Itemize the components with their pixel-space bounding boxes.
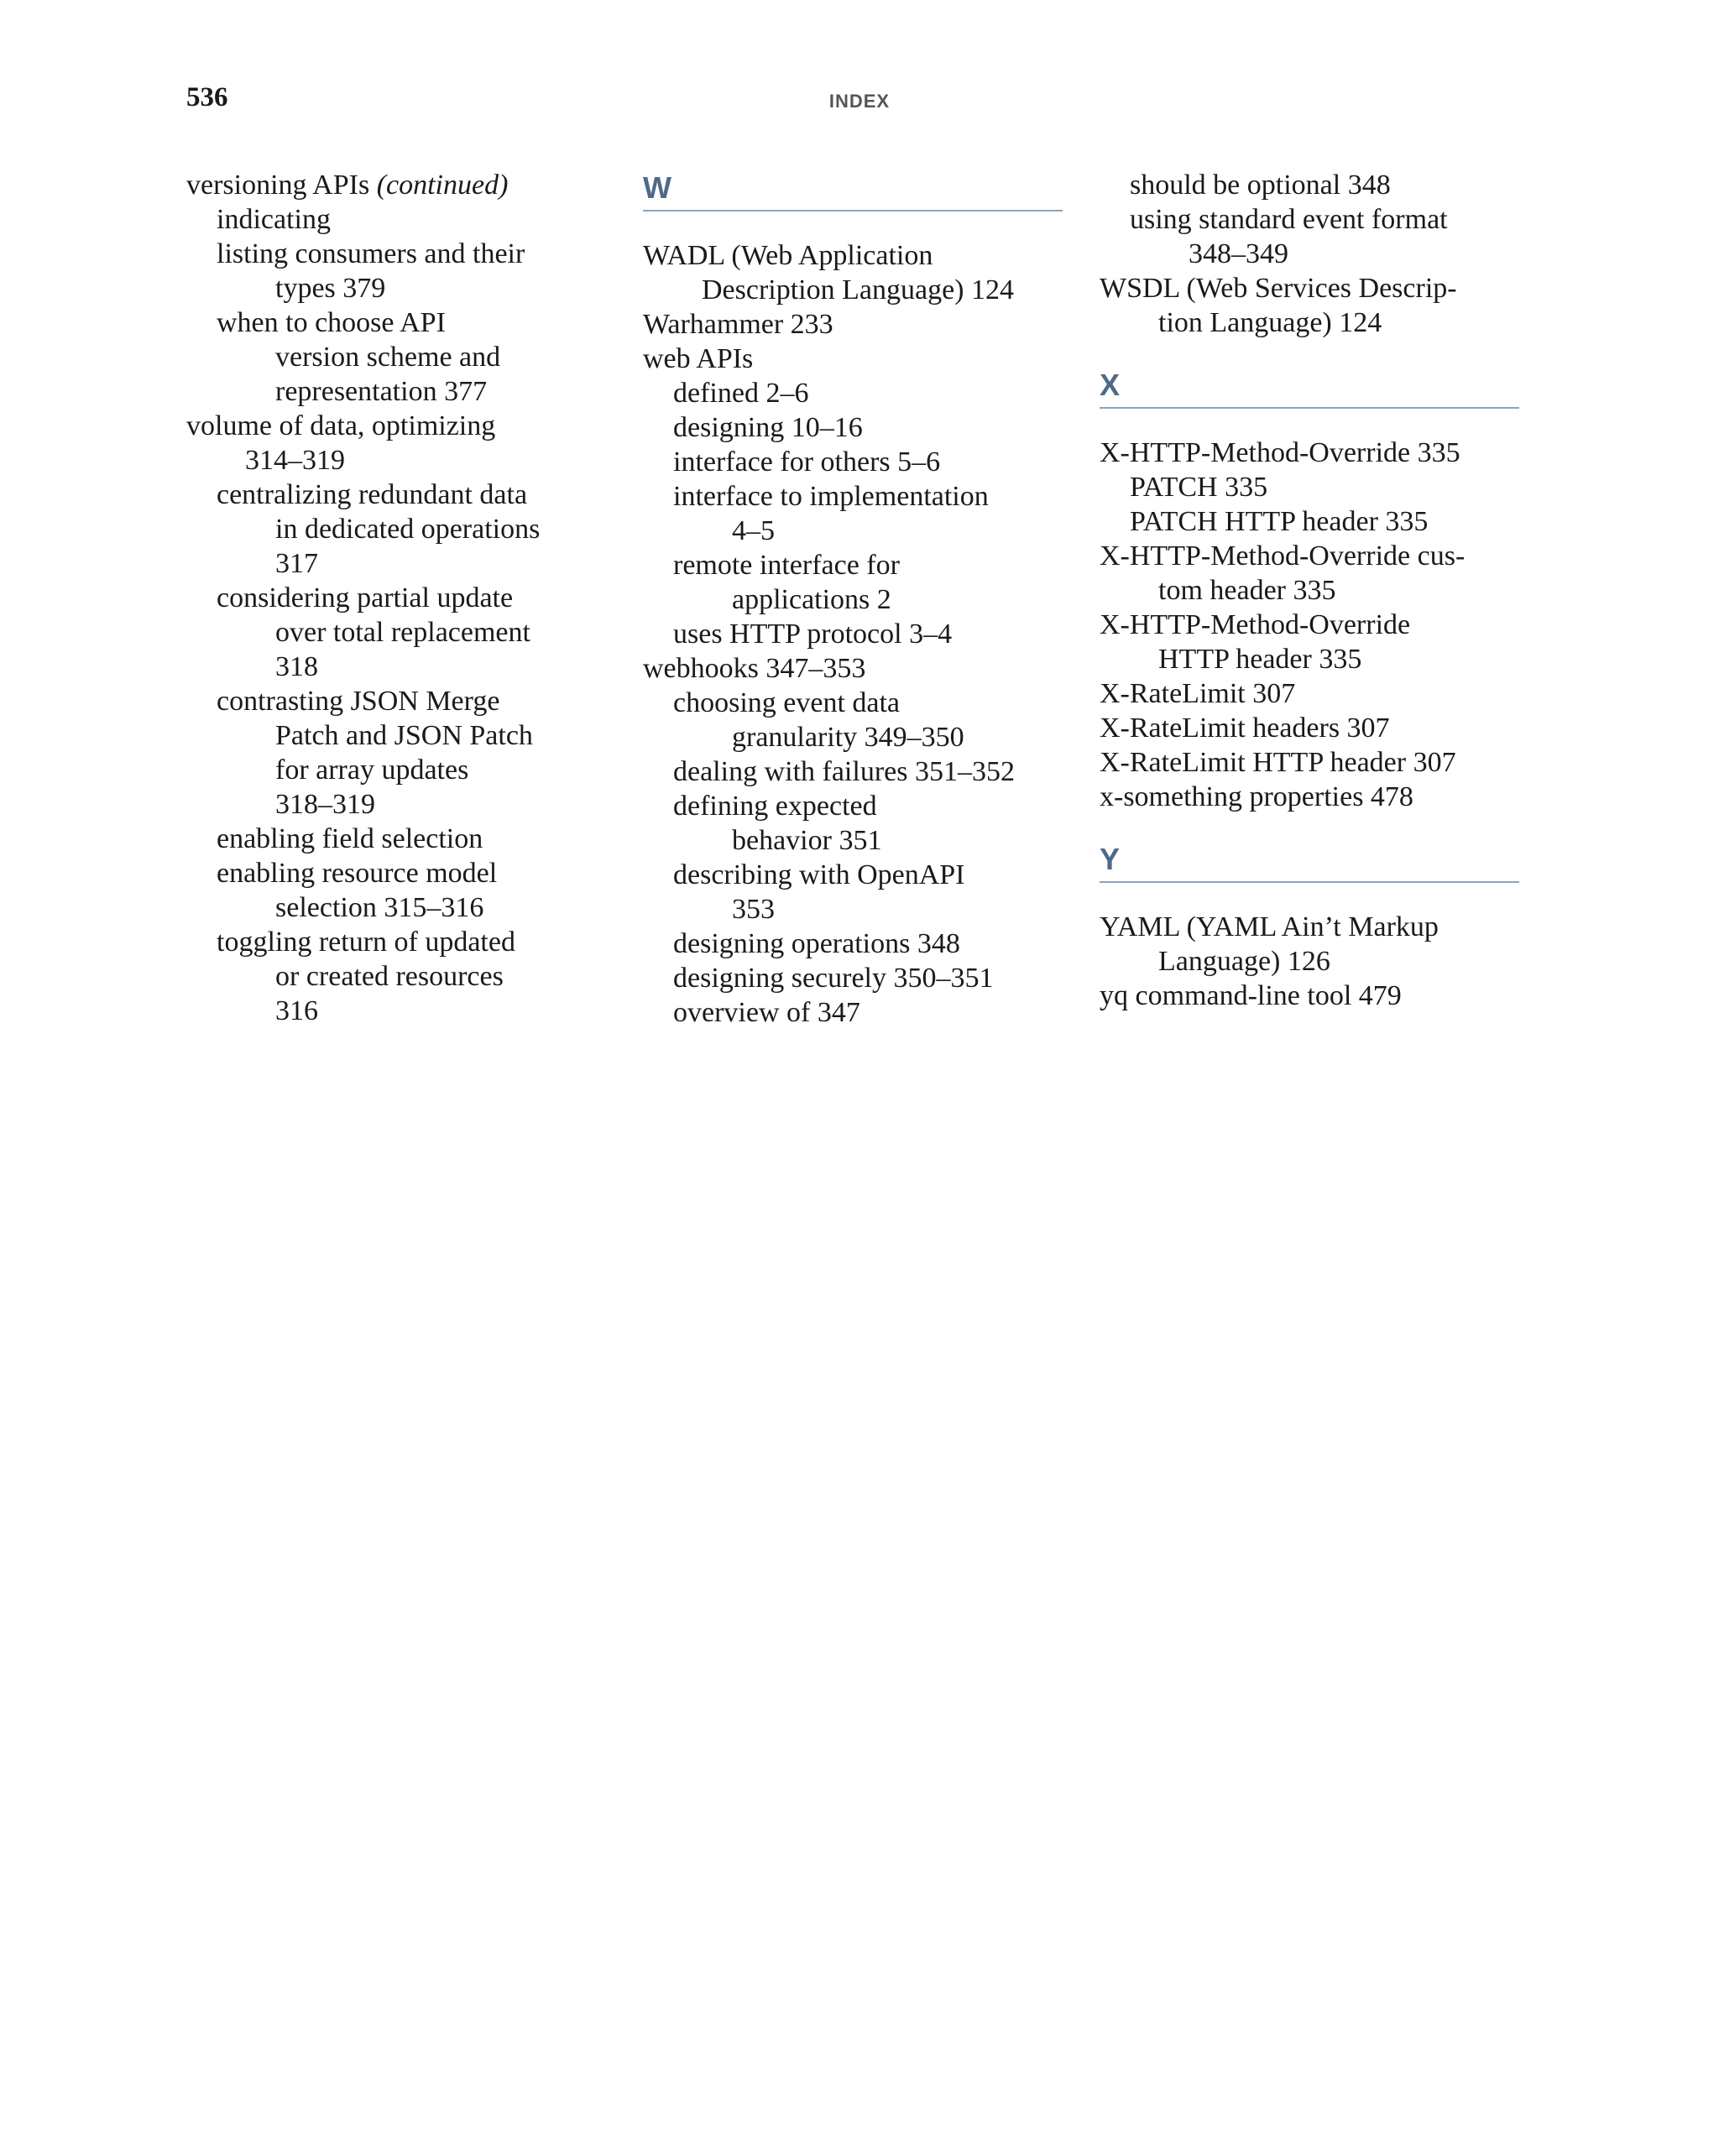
entry-line: enabling field selection xyxy=(217,823,483,854)
entry-line: should be optional 348 xyxy=(1130,170,1391,201)
entry-line: selection 315–316 xyxy=(275,892,484,923)
index-subentry xyxy=(643,410,1063,445)
entry-line: 353 xyxy=(732,894,775,925)
index-column-3 xyxy=(1100,168,1519,1013)
entry-line: interface for others 5–6 xyxy=(673,446,941,478)
entry-line: in dedicated operations xyxy=(275,514,541,545)
entry-line: enabling resource model xyxy=(217,858,498,889)
entry-line: or created resources xyxy=(275,961,504,992)
index-subentry xyxy=(643,961,1063,995)
index-subentry xyxy=(1100,504,1519,539)
section-letter-y: Y xyxy=(1100,839,1519,883)
index-subentry xyxy=(643,858,1063,927)
entry-line: designing securely 350–351 xyxy=(673,963,994,994)
entry-line: for array updates xyxy=(275,754,469,786)
running-head: INDEX xyxy=(828,91,891,112)
index-subentry xyxy=(186,237,598,305)
entry-line: version scheme and xyxy=(275,342,501,373)
index-subentry xyxy=(643,927,1063,961)
entry-line: 348–349 xyxy=(1189,238,1288,269)
index-subentry xyxy=(186,925,598,1028)
index-column-2 xyxy=(643,168,1063,1030)
entry-line: centralizing redundant data xyxy=(217,479,528,510)
index-subentry xyxy=(186,822,598,856)
entry-line: representation 377 xyxy=(275,376,488,407)
index-subentry xyxy=(643,376,1063,410)
entry-line: designing 10–16 xyxy=(673,412,863,443)
entry-line: uses HTTP protocol 3–4 xyxy=(673,619,953,650)
index-entry xyxy=(186,409,598,478)
entry-line: 4–5 xyxy=(732,515,775,546)
entry-line: volume of data, optimizing xyxy=(186,410,496,441)
index-entry xyxy=(643,307,1063,342)
entry-line: indicating xyxy=(217,204,331,235)
index-entry xyxy=(1100,271,1519,340)
entry-line: 318–319 xyxy=(275,789,375,820)
entry-line: PATCH HTTP header 335 xyxy=(1130,506,1429,537)
entry-line: 318 xyxy=(275,651,318,682)
index-subentry xyxy=(643,479,1063,548)
index-subentry xyxy=(186,684,598,822)
section-letter-x: X xyxy=(1100,365,1519,409)
entry-line: granularity 349–350 xyxy=(732,722,964,753)
index-subentry xyxy=(643,617,1063,651)
entry-line: applications 2 xyxy=(732,584,891,615)
index-subentry xyxy=(643,445,1063,479)
index-entry xyxy=(1100,979,1519,1013)
index-subentry xyxy=(643,789,1063,858)
entry-line: types 379 xyxy=(275,273,386,304)
entry-line: contrasting JSON Merge xyxy=(217,686,500,717)
continued-label: (continued) xyxy=(376,170,509,201)
entry-line: YAML (YAML Ain’t Markup xyxy=(1100,911,1439,942)
index-subentry xyxy=(643,548,1063,617)
entry-line: when to choose API xyxy=(217,307,446,338)
entry-line: defined 2–6 xyxy=(673,378,809,409)
entry-line: web APIs xyxy=(643,343,754,374)
entry-line: yq command-line tool 479 xyxy=(1100,980,1402,1011)
entry-line: listing consumers and their xyxy=(217,238,525,269)
entry-line: over total replacement xyxy=(275,617,530,648)
index-column-1 xyxy=(186,168,598,1028)
entry-line: 314–319 xyxy=(245,445,345,476)
index-entry xyxy=(1100,910,1519,979)
index-subentry xyxy=(186,581,598,684)
entry-line: PATCH 335 xyxy=(1130,472,1268,503)
entry-line: Patch and JSON Patch xyxy=(275,720,533,751)
entry-line: WSDL (Web Services Descrip- xyxy=(1100,273,1457,304)
index-entry xyxy=(1100,539,1519,608)
entry-line: WADL (Web Application xyxy=(643,240,933,271)
index-entry xyxy=(1100,676,1519,711)
entry-line: Warhammer 233 xyxy=(643,309,833,340)
index-subentry xyxy=(186,305,598,409)
index-entry xyxy=(1100,711,1519,745)
entry-line: describing with OpenAPI xyxy=(673,859,965,890)
entry-line: dealing with failures 351–352 xyxy=(673,756,1015,787)
entry-line: X-HTTP-Method-Override 335 xyxy=(1100,437,1460,468)
index-entry xyxy=(1100,608,1519,676)
index-subentry xyxy=(1100,168,1519,202)
entry-line: 316 xyxy=(275,995,318,1026)
entry-line: overview of 347 xyxy=(673,997,860,1028)
entry-line: considering partial update xyxy=(217,582,514,613)
entry-line: X-RateLimit HTTP header 307 xyxy=(1100,747,1456,778)
entry-line: tion Language) 124 xyxy=(1158,307,1382,338)
index-entry xyxy=(1100,436,1519,470)
index-subentry xyxy=(1100,202,1519,271)
entry-line: Description Language) 124 xyxy=(702,274,1014,305)
index-subentry xyxy=(643,995,1063,1030)
entry-line: interface to implementation xyxy=(673,481,989,512)
entry-line: X-RateLimit headers 307 xyxy=(1100,713,1390,744)
index-entry xyxy=(1100,745,1519,780)
entry-line: designing operations 348 xyxy=(673,928,960,959)
index-entry xyxy=(1100,780,1519,814)
entry-line: X-HTTP-Method-Override cus- xyxy=(1100,540,1466,572)
index-entry xyxy=(643,651,1063,686)
page-number: 536 xyxy=(186,82,228,112)
entry-line: 317 xyxy=(275,548,318,579)
entry-line: remote interface for xyxy=(673,550,900,581)
entry-line: behavior 351 xyxy=(732,825,882,856)
index-entry xyxy=(186,168,598,202)
index-subentry xyxy=(186,856,598,925)
entry-line: Language) 126 xyxy=(1158,946,1330,977)
entry-line: versioning APIs xyxy=(186,170,370,201)
index-entry xyxy=(643,342,1063,376)
entry-line: tom header 335 xyxy=(1158,575,1336,606)
index-subentry xyxy=(186,202,598,237)
entry-line: defining expected xyxy=(673,791,877,822)
entry-line: HTTP header 335 xyxy=(1158,644,1362,675)
index-entry xyxy=(643,238,1063,307)
entry-line: webhooks 347–353 xyxy=(643,653,866,684)
entry-line: using standard event format xyxy=(1130,204,1448,235)
entry-line: x-something properties 478 xyxy=(1100,781,1413,812)
index-subentry xyxy=(186,478,598,581)
index-subentry xyxy=(643,686,1063,754)
index-subentry xyxy=(1100,470,1519,504)
entry-line: X-RateLimit 307 xyxy=(1100,678,1296,709)
entry-line: toggling return of updated xyxy=(217,927,515,958)
section-letter-w: W xyxy=(643,168,1063,211)
entry-line: X-HTTP-Method-Override xyxy=(1100,609,1411,640)
entry-line: choosing event data xyxy=(673,687,901,718)
index-subentry xyxy=(643,754,1063,789)
